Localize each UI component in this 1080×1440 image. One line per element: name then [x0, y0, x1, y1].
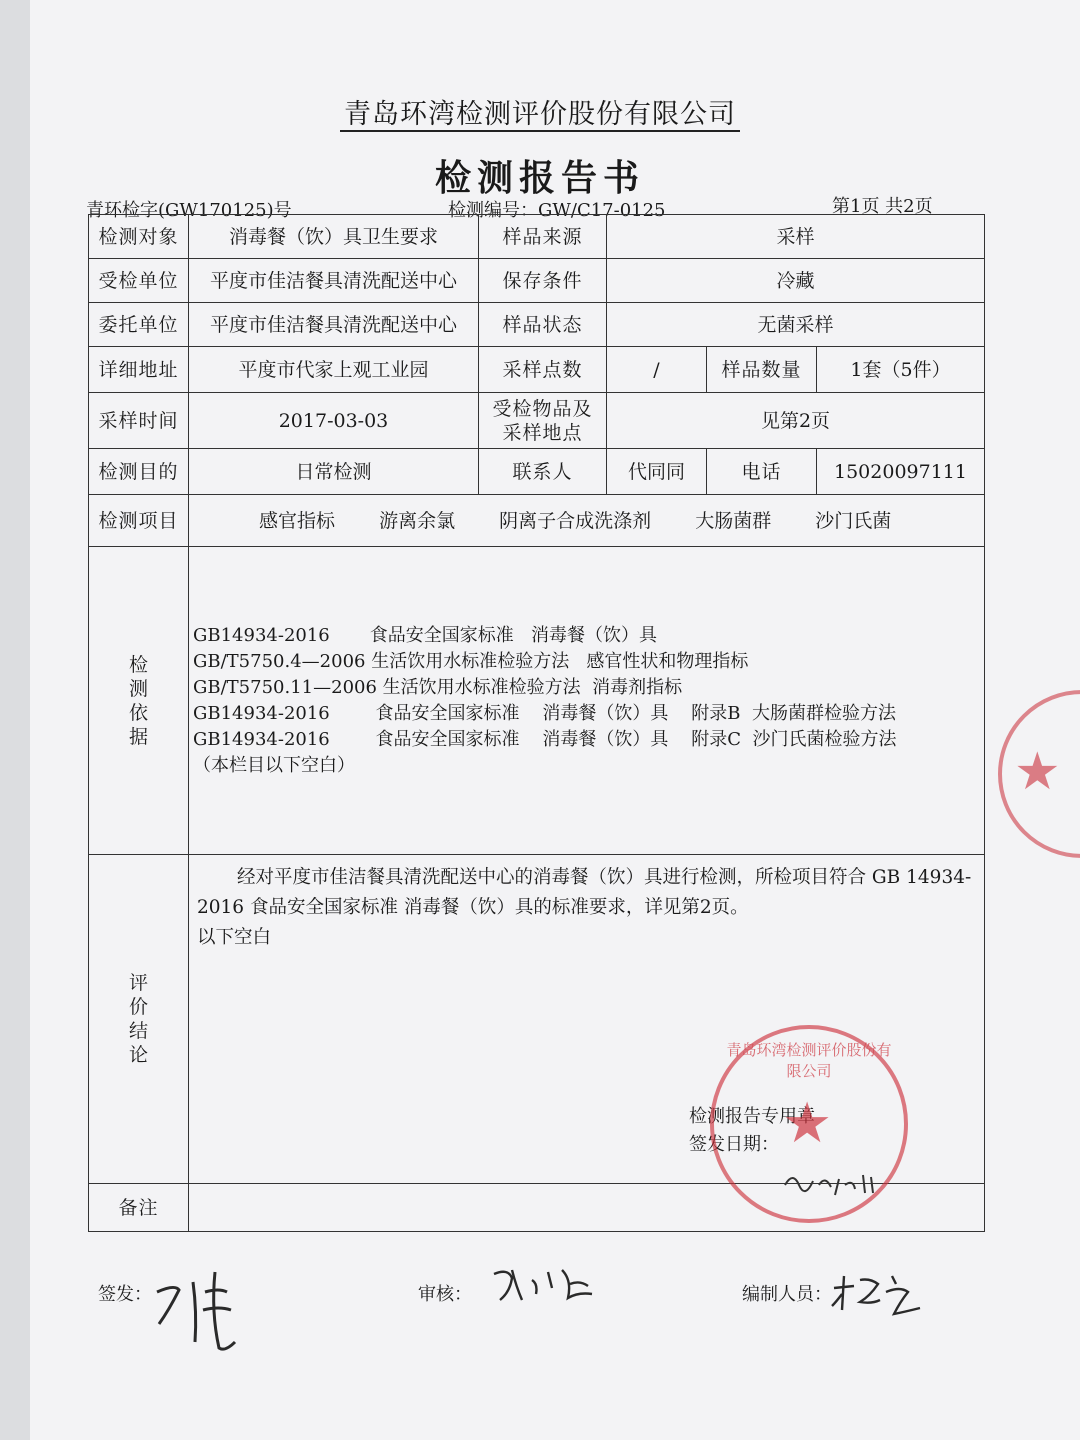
row-purpose [89, 449, 985, 495]
label-conclusion-char: 评 [128, 972, 148, 994]
label-purpose: 检测目的 [89, 449, 189, 495]
label-conclusion-char: 价 [128, 996, 148, 1018]
value-contact: 代同同 [607, 449, 707, 495]
value-sample-status: 无菌采样 [607, 303, 985, 347]
value-test-object: 消毒餐（饮）具卫生要求 [189, 215, 479, 259]
test-item: 感官指标 [259, 509, 336, 532]
value-purpose: 日常检测 [189, 449, 479, 495]
label-contact: 联系人 [479, 449, 607, 495]
value-client-unit: 平度市佳洁餐具清洗配送中心 [189, 303, 479, 347]
basis-line: （本栏目以下空白） [193, 754, 355, 776]
label-basis-char: 依 [128, 701, 148, 724]
row-address [89, 347, 985, 393]
label-items-location-line1: 受检物品及 [492, 397, 593, 420]
value-test-items [189, 495, 985, 547]
label-basis-char: 据 [128, 725, 148, 748]
value-sampling-time: 2017-03-03 [189, 393, 479, 449]
editor-label: 编制人员： [742, 1284, 832, 1305]
report-title: 检测报告书 [434, 157, 645, 199]
value-storage: 冷藏 [607, 259, 985, 303]
test-item: 游离余氯 [379, 509, 456, 532]
label-items-location-line2: 采样地点 [502, 421, 583, 444]
report-number: 检测编号：GW/C17-0125 [448, 200, 666, 221]
conclusion-blank: 以下空白 [197, 927, 272, 948]
star-icon: ★ [1014, 742, 1061, 802]
label-sample-qty: 样品数量 [707, 347, 817, 393]
label-conclusion-char: 论 [128, 1044, 148, 1066]
label-test-object: 检测对象 [89, 215, 189, 259]
label-phone: 电话 [707, 449, 817, 495]
company-name: 青岛环湾检测评价股份有限公司 [0, 92, 1080, 131]
label-basis-char: 测 [128, 677, 148, 700]
editor-signature [828, 1270, 928, 1320]
label-test-items: 检测项目 [89, 495, 189, 547]
binding-edge [0, 0, 30, 1440]
row-test-object [89, 215, 985, 259]
test-item: 沙门氏菌 [815, 509, 892, 532]
value-sample-qty: 1套（5件） [817, 347, 985, 393]
stamp-label: 检测报告专用章 [689, 1106, 815, 1127]
row-client-unit [89, 303, 985, 347]
value-sampling-points: / [607, 347, 707, 393]
label-sampling-time: 采样时间 [89, 393, 189, 449]
basis-line: GB14934-2016 食品安全国家标准 消毒餐（饮）具 附录C 沙门氏菌检验方法 [193, 728, 897, 750]
row-basis [89, 547, 985, 855]
reviewer-label: 审核： [418, 1284, 472, 1305]
sign-date-label: 签发日期： [689, 1134, 779, 1155]
page-info: 第1页 共2页 [832, 196, 933, 217]
value-sample-source: 采样 [607, 215, 985, 259]
value-address: 平度市代家上观工业园 [189, 347, 479, 393]
label-address: 详细地址 [89, 347, 189, 393]
label-storage: 保存条件 [479, 259, 607, 303]
value-basis [189, 547, 985, 855]
test-item: 大肠菌群 [695, 509, 772, 532]
basis-line: GB14934-2016 食品安全国家标准 消毒餐（饮）具 [193, 624, 657, 646]
value-items-location: 见第2页 [607, 393, 985, 449]
row-inspected-unit [89, 259, 985, 303]
signature-date [780, 1160, 890, 1200]
label-inspected-unit: 受检单位 [89, 259, 189, 303]
test-item: 阴离子合成洗涤剂 [499, 509, 652, 532]
row-sampling-time [89, 393, 985, 449]
label-sample-source: 样品来源 [479, 215, 607, 259]
basis-line: GB/T5750.11—2006 生活饮用水标准检验方法 消毒剂指标 [193, 676, 683, 698]
label-items-location [479, 393, 607, 449]
label-basis [89, 547, 189, 855]
label-sample-status: 样品状态 [479, 303, 607, 347]
issuer-signature [145, 1262, 265, 1362]
label-client-unit: 委托单位 [89, 303, 189, 347]
label-conclusion-char: 结 [128, 1020, 148, 1042]
star-icon: ★ [782, 1091, 833, 1156]
label-sampling-points: 采样点数 [479, 347, 607, 393]
label-basis-char: 检 [128, 653, 148, 676]
reviewer-signature [490, 1262, 600, 1312]
seal-text: 青岛环湾检测评价股份有限公司 [726, 1041, 892, 1080]
basis-line: GB14934-2016 食品安全国家标准 消毒餐（饮）具 附录B 大肠菌群检验方法 [193, 702, 896, 724]
report-reference: 青环检字(GW170125)号 [86, 200, 292, 221]
issuer-label: 签发： [98, 1284, 152, 1305]
conclusion-text: 经对平度市佳洁餐具清洗配送中心的消毒餐（饮）具进行检测，所检项目符合 GB 14934-2016 食品安全国家标准 消毒餐（饮）具的标准要求，详见第2页。 [197, 867, 972, 918]
label-remark: 备注 [89, 1184, 189, 1232]
value-phone: 15020097111 [817, 449, 985, 495]
value-inspected-unit: 平度市佳洁餐具清洗配送中心 [189, 259, 479, 303]
label-conclusion [89, 855, 189, 1184]
basis-line: GB/T5750.4—2006 生活饮用水标准检验方法 感官性状和物理指标 [193, 650, 749, 672]
row-test-items [89, 495, 985, 547]
